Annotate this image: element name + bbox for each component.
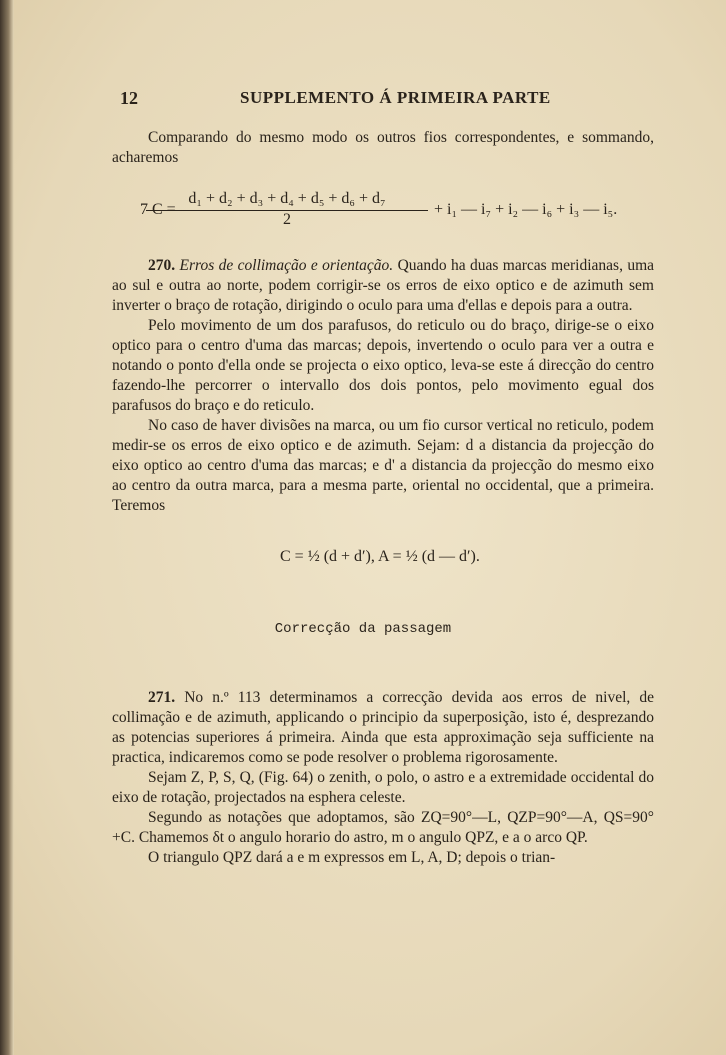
section-270-title: Erros de collimação e orientação.: [179, 257, 394, 274]
intro-text: Comparando do mesmo modo os outros fios correspondentes, e sommando, acharemos: [112, 129, 654, 166]
book-spine-shadow: [0, 0, 14, 1055]
section-271-number: 271.: [148, 689, 176, 706]
section-271-p1: [112, 688, 654, 768]
section-270-number: 270.: [148, 257, 176, 274]
equation-2: C = ½ (d + d′), A = ½ (d — d′).: [280, 548, 480, 565]
section-271-p2: Sejam Z, P, S, Q, (Fig. 64) o zenith, o polo, o astro e a extremidade occidental do eixo de rotação, projectados na esphera celeste.: [112, 769, 654, 806]
section-270-p1: [112, 256, 654, 316]
section-271-p4: O triangulo QPZ dará a e m expressos em L, A, D; depois o trian-: [148, 849, 556, 866]
page-header: [120, 88, 652, 114]
intro-paragraph: [112, 128, 654, 168]
page-number: 12: [120, 88, 138, 108]
equation-1-numerator: d₁ + d₂ + d₃ + d₄ + d₅ + d₆ + d₇: [146, 190, 428, 211]
section-270-p1-text: Quando ha duas marcas meridianas, uma ao sul e outra ao norte, podem corrigir-se os erros de eixo optico e de azimuth sem inverter o braço de rotação, dirigindo o oculo para uma d'ellas e depois para a outra.: [112, 257, 655, 314]
equation-1-fraction: [146, 190, 428, 229]
section-270: [112, 256, 654, 516]
running-title: SUPPLEMENTO Á PRIMEIRA PARTE: [240, 88, 551, 107]
section-271-p3: Segundo as notações que adoptamos, são ZQ=90°—L, QZP=90°—A, QS=90°+C. Chamemos δt o angulo horario do astro, m o angulo QPZ, e a o arco QP.: [112, 809, 654, 846]
section-271: [112, 688, 654, 868]
section-271-p1-text: No n.º 113 determinamos a correcção devida aos erros de nivel, de collimação e de azimuth, applicando o principio da superposição, isto é, desprezando as potencias superiores á primeira. Ainda que esta approximação seja sufficiente na practica, indicaremos como se pode resolver o problema rigorosamente.: [112, 689, 654, 766]
section-270-p3: No caso de haver divisões na marca, ou um fio cursor vertical no reticulo, podem medir-se os erros de eixo optico e de azimuth. Sejam: d a distancia da projecção do eixo optico ao centro d'uma das marcas; e d' a distancia da projecção do mesmo eixo ao centro da outra marca, para a mesma parte, oriental no occidental, que a primeira. Teremos: [112, 417, 654, 514]
equation-1-lhs: 7 C =: [140, 201, 176, 218]
equation-1-denominator: 2: [283, 211, 291, 228]
equation-1-tail: + i₁ — i₇ + i₂ — i₆ + i₃ — i₅.: [434, 201, 618, 218]
section-heading: Correcção da passagem: [274, 621, 452, 637]
section-270-p2: Pelo movimento de um dos parafusos, do reticulo ou do braço, dirige-se o eixo optico para o centro d'uma das marcas; depois, invertendo o oculo para ver a outra e notando o ponto d'ella onde se projecta o eixo optico, leva-se este á direcção do centro fazendo-lhe percorrer o intervallo dos dois pontos, pelo movimento egual dos parafusos do braço e do reticulo.: [112, 317, 654, 414]
